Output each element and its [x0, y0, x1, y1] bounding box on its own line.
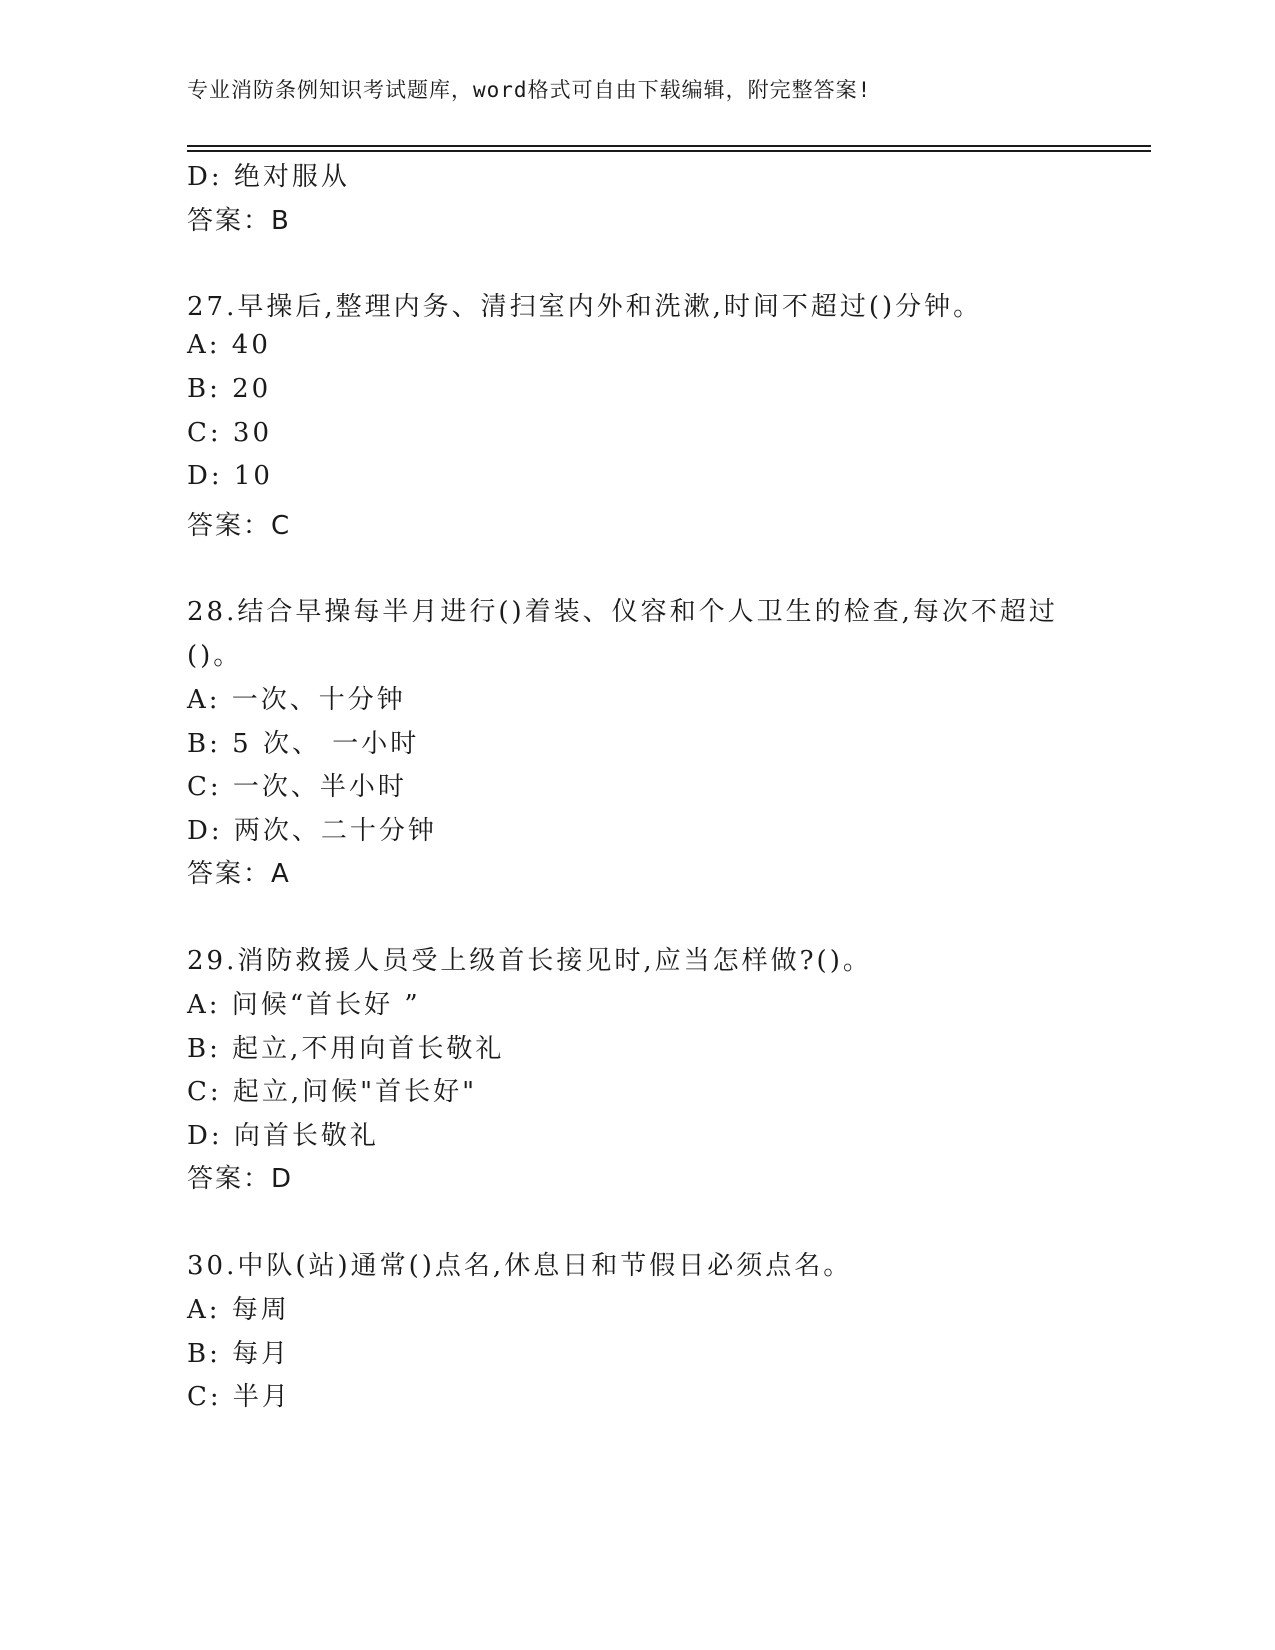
question-30-option-c: C: 半月 [187, 1382, 291, 1412]
answer: 答案：B [187, 206, 291, 236]
question-29-option-c: C: 起立,问候"首长好" [187, 1077, 478, 1107]
question-29-option-a: A: 问候“首长好 ” [187, 990, 421, 1020]
question-29-option-b: B: 起立,不用向首长敬礼 [187, 1034, 505, 1064]
question-28-option-c: C: 一次、半小时 [187, 772, 407, 802]
question-30-option-a: A: 每周 [187, 1295, 290, 1325]
question-27-answer: 答案：C [187, 511, 292, 541]
document-header: 专业消防条例知识考试题库，word格式可自由下载编辑，附完整答案! [187, 78, 872, 102]
question-28-option-b: B: 5 次、 一小时 [187, 729, 420, 759]
option-d: D: 绝对服从 [187, 162, 350, 192]
question-27-stem: 27.早操后,整理内务、清扫室内外和洗漱,时间不超过()分钟。 [187, 292, 983, 322]
question-30-option-b: B: 每月 [187, 1339, 291, 1369]
question-29-answer: 答案：D [187, 1164, 294, 1194]
header-rule-bottom [187, 150, 1151, 152]
question-28-option-a: A: 一次、十分钟 [187, 685, 406, 715]
question-27-option-b: B: 20 [187, 374, 272, 404]
question-28-option-d: D: 两次、二十分钟 [187, 816, 437, 846]
header-rule-top [187, 145, 1151, 147]
question-27-option-d: D: 10 [187, 461, 273, 491]
question-28-stem-line2: ()。 [187, 641, 243, 671]
question-29-stem: 29.消防救援人员受上级首长接见时,应当怎样做?()。 [187, 946, 872, 976]
question-28-answer: 答案：A [187, 859, 291, 889]
question-28-stem-line1: 28.结合早操每半月进行()着装、仪容和个人卫生的检查,每次不超过 [187, 597, 1058, 627]
question-30-stem: 30.中队(站)通常()点名,休息日和节假日必须点名。 [187, 1251, 853, 1281]
question-29-option-d: D: 向首长敬礼 [187, 1121, 379, 1151]
question-27-option-a: A: 40 [187, 330, 271, 360]
question-27-option-c: C: 30 [187, 418, 273, 448]
